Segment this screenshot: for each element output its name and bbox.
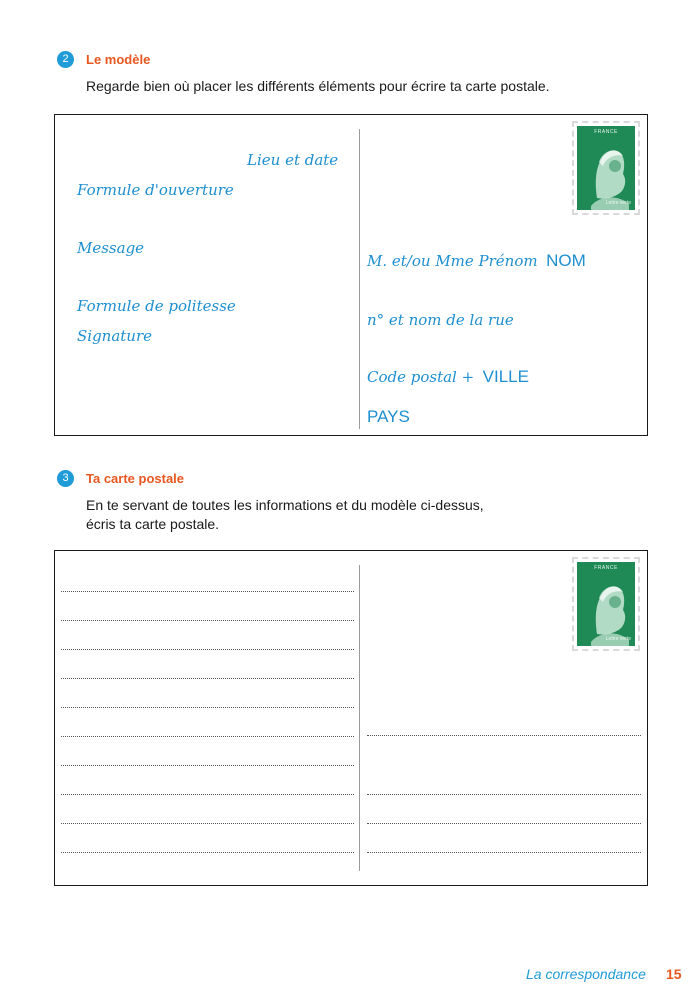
section-3-title: Ta carte postale	[86, 471, 185, 486]
section-3-instruction-line-1: En te servant de toutes les informations et du modèle ci-dessus,	[86, 497, 484, 513]
stamp-image	[577, 562, 635, 646]
postcard-divider	[359, 129, 360, 429]
address-writing-line[interactable]	[367, 823, 641, 824]
postcard-divider	[359, 565, 360, 871]
address-name-caps: NOM	[546, 251, 586, 270]
section-3-number-badge: 3	[57, 470, 74, 487]
section-2-instruction: Regarde bien où placer les différents éléments pour écrire ta carte postale.	[86, 78, 550, 94]
message-writing-line[interactable]	[61, 591, 354, 592]
address-name-script: M. et/ou Mme Prénom	[367, 252, 538, 270]
stamp-image	[577, 126, 635, 210]
address-city-caps: VILLE	[482, 367, 529, 386]
address-writing-line[interactable]	[367, 735, 641, 736]
message-writing-line[interactable]	[61, 852, 354, 853]
address-postal-script: Code postal +	[367, 368, 475, 386]
address-street-label: n° et nom de la rue	[367, 311, 514, 329]
footer-page-number: 15	[666, 966, 682, 982]
marianne-portrait-icon	[577, 562, 635, 646]
address-writing-line[interactable]	[367, 794, 641, 795]
signature-label: Signature	[77, 327, 153, 345]
formule-ouverture-label: Formule d'ouverture	[77, 181, 234, 199]
stamp-icon	[572, 121, 640, 215]
section-2-number-badge: 2	[57, 51, 74, 68]
address-name-line	[367, 251, 586, 271]
address-country-label: PAYS	[367, 407, 410, 426]
message-writing-line[interactable]	[61, 823, 354, 824]
message-writing-line[interactable]	[61, 794, 354, 795]
address-postal-line	[367, 367, 529, 387]
lieu-et-date-label: Lieu et date	[247, 151, 339, 169]
footer-chapter-title: La correspondance	[526, 966, 646, 982]
stamp-label-text: Lettre verte	[605, 200, 631, 206]
stamp-country-text: FRANCE	[594, 129, 618, 135]
message-writing-line[interactable]	[61, 736, 354, 737]
formule-politesse-label: Formule de politesse	[77, 297, 236, 315]
message-writing-line[interactable]	[61, 707, 354, 708]
stamp-label-text: Lettre verte	[605, 636, 631, 642]
section-2-title: Le modèle	[86, 52, 151, 67]
model-postcard	[54, 114, 648, 436]
message-label: Message	[77, 239, 145, 257]
marianne-portrait-icon	[577, 126, 635, 210]
stamp-icon	[572, 557, 640, 651]
message-writing-line[interactable]	[61, 649, 354, 650]
section-3-instruction-line-2: écris ta carte postale.	[86, 516, 220, 532]
message-writing-line[interactable]	[61, 620, 354, 621]
address-writing-line[interactable]	[367, 852, 641, 853]
message-writing-line[interactable]	[61, 678, 354, 679]
blank-postcard	[54, 550, 648, 886]
stamp-country-text: FRANCE	[594, 565, 618, 571]
message-writing-line[interactable]	[61, 765, 354, 766]
